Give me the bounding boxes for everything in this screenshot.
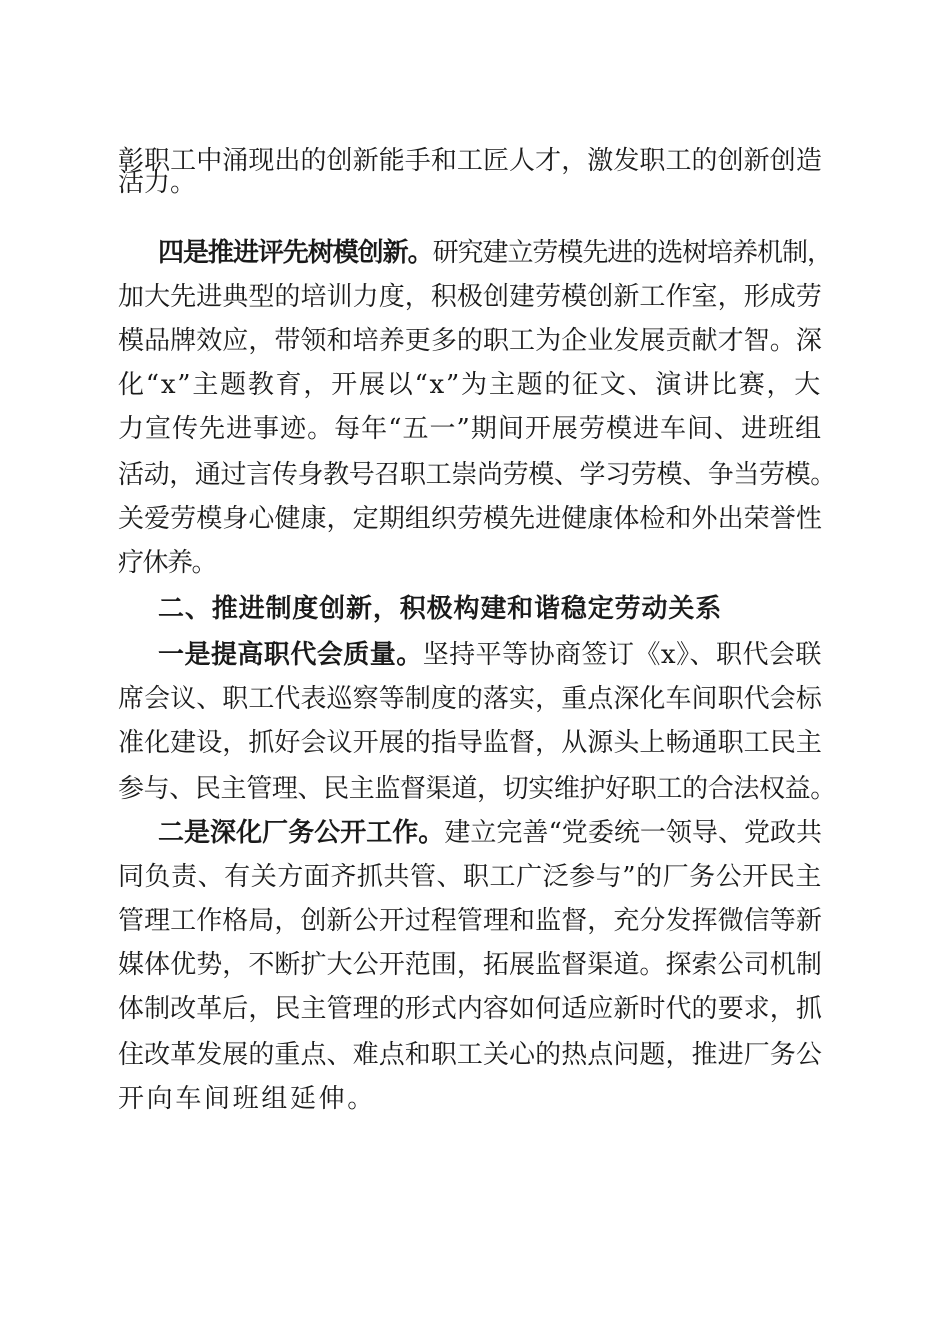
- paragraph-line: 彰职工中涌现出的创新能手和工匠人才，激发职工的创新创造: [118, 146, 822, 176]
- paragraph-line: 准化建设，抓好会议开展的指导监督，从源头上畅通职工民主: [118, 728, 822, 758]
- paragraph-line: 体制改革后，民主管理的形式内容如何适应新时代的要求，抓: [118, 994, 822, 1024]
- paragraph-line: 住改革发展的重点、难点和职工关心的热点问题，推进厂务公: [118, 1040, 822, 1070]
- paragraph-text: 研究建立劳模先进的选树培养机制，: [432, 238, 832, 268]
- point-lead: 四是推进评先树模创新。: [158, 238, 433, 268]
- paragraph-line: 媒体优势，不断扩大公开范围，拓展监督渠道。探索公司机制: [118, 950, 822, 980]
- paragraph-text: 坚持平等协商签订《x》、职代会联: [422, 640, 822, 670]
- paragraph-line: [158, 238, 832, 268]
- paragraph-line: 加大先进典型的培训力度，积极创建劳模创新工作室，形成劳: [118, 282, 822, 312]
- paragraph-line: 模品牌效应，带领和培养更多的职工为企业发展贡献才智。深: [118, 326, 822, 356]
- paragraph-line: 同负责、有关方面齐抓共管、职工广泛参与”的厂务公开民主: [118, 862, 822, 892]
- paragraph-line: 活力。: [118, 168, 196, 198]
- paragraph-line: 管理工作格局，创新公开过程管理和监督，充分发挥微信等新: [118, 906, 822, 936]
- paragraph-line: 参与、民主管理、民主监督渠道，切实维护好职工的合法权益。: [118, 774, 836, 804]
- paragraph-line: [158, 640, 822, 670]
- paragraph-line: [158, 818, 822, 848]
- paragraph-line: 疗休养。: [118, 548, 217, 578]
- paragraph-line: 席会议、职工代表巡察等制度的落实，重点深化车间职代会标: [118, 684, 822, 714]
- paragraph-line: 关爱劳模身心健康，定期组织劳模先进健康体检和外出荣誉性: [118, 504, 822, 534]
- point-lead: 一是提高职代会质量。: [158, 640, 423, 670]
- paragraph-line: 活动，通过言传身教号召职工崇尚劳模、学习劳模、争当劳模。: [118, 460, 836, 490]
- paragraph-line: 化“x”主题教育，开展以“x”为主题的征文、演讲比赛，大: [118, 370, 823, 400]
- point-lead: 二是深化厂务公开工作。: [158, 818, 445, 848]
- paragraph-line: 力宣传先进事迹。每年“五一”期间开展劳模进车间、进班组: [118, 414, 823, 444]
- section-heading: 二、推进制度创新，积极构建和谐稳定劳动关系: [158, 594, 723, 624]
- paragraph-line: 开向车间班组延伸。: [118, 1084, 376, 1114]
- paragraph-text: 建立完善“党委统一领导、党政共: [444, 818, 823, 848]
